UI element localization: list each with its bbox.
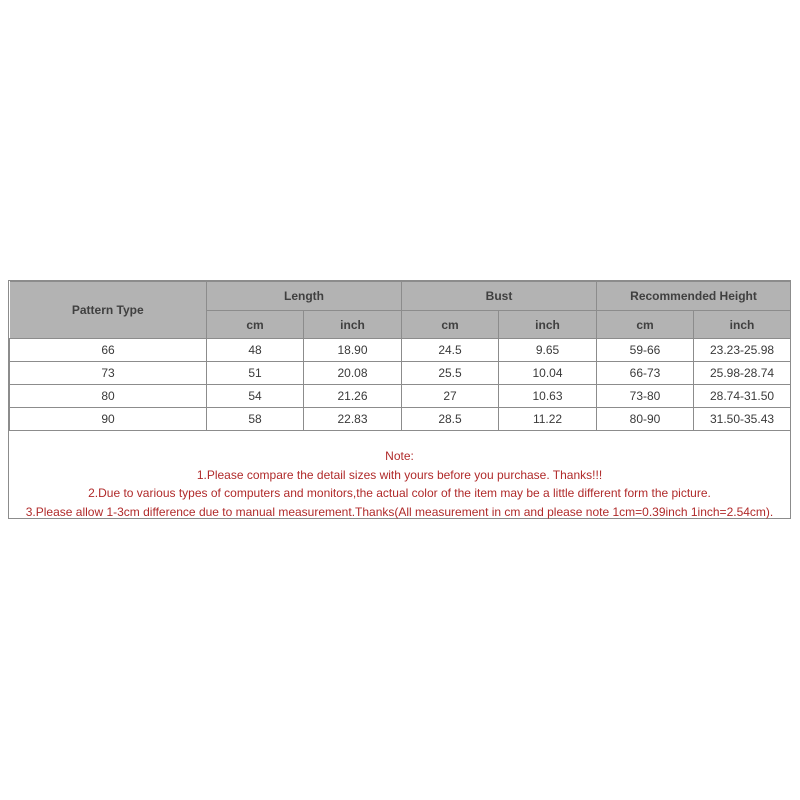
table-cell: 80-90 [597,408,694,431]
table-cell: 58 [207,408,304,431]
table-cell: 18.90 [304,339,402,362]
table-cell: 24.5 [402,339,499,362]
table-row [10,362,791,385]
table-cell: 28.5 [402,408,499,431]
table-cell: 48 [207,339,304,362]
table-cell: 31.50-35.43 [694,408,791,431]
header-row-groups [10,282,791,311]
table-cell: 10.04 [499,362,597,385]
table-cell: 9.65 [499,339,597,362]
table-cell: 27 [402,385,499,408]
note-line-3: 3.Please allow 1-3cm difference due to manual measurement.Thanks(All measurement in cm and please note 1cm=0.39inch 1inch=2.54cm). [25,504,774,519]
note-line-1: 1.Please compare the detail sizes with yours before you purchase. Thanks!!! [196,467,603,482]
table-row [10,339,791,362]
header-unit: inch [499,311,597,339]
table-cell: 25.98-28.74 [694,362,791,385]
table-cell: 51 [207,362,304,385]
header-unit: inch [694,311,791,339]
header-recommended-height: Recommended Height [597,282,791,311]
table-cell: 73-80 [597,385,694,408]
size-table [9,281,791,431]
header-bust: Bust [402,282,597,311]
note-line-2: 2.Due to various types of computers and monitors,the actual color of the item may be a little different form the picture. [88,486,711,500]
table-cell: 20.08 [304,362,402,385]
table-cell: 11.22 [499,408,597,431]
header-unit: inch [304,311,402,339]
header-unit: cm [207,311,304,339]
table-cell: 59-66 [597,339,694,362]
header-unit: cm [597,311,694,339]
note-title: Note: [385,449,414,463]
table-cell: 80 [10,385,207,408]
table-cell: 25.5 [402,362,499,385]
table-cell: 28.74-31.50 [694,385,791,408]
header-unit: cm [402,311,499,339]
table-row [10,385,791,408]
table-cell: 54 [207,385,304,408]
table-row [10,408,791,431]
table-cell: 73 [10,362,207,385]
table-cell: 90 [10,408,207,431]
header-pattern-type: Pattern Type [10,282,207,339]
table-cell: 66 [10,339,207,362]
table-cell: 21.26 [304,385,402,408]
table-cell: 10.63 [499,385,597,408]
size-chart [8,280,791,519]
table-cell: 22.83 [304,408,402,431]
notes-block [9,447,790,521]
table-cell: 23.23-25.98 [694,339,791,362]
table-cell: 66-73 [597,362,694,385]
header-length: Length [207,282,402,311]
